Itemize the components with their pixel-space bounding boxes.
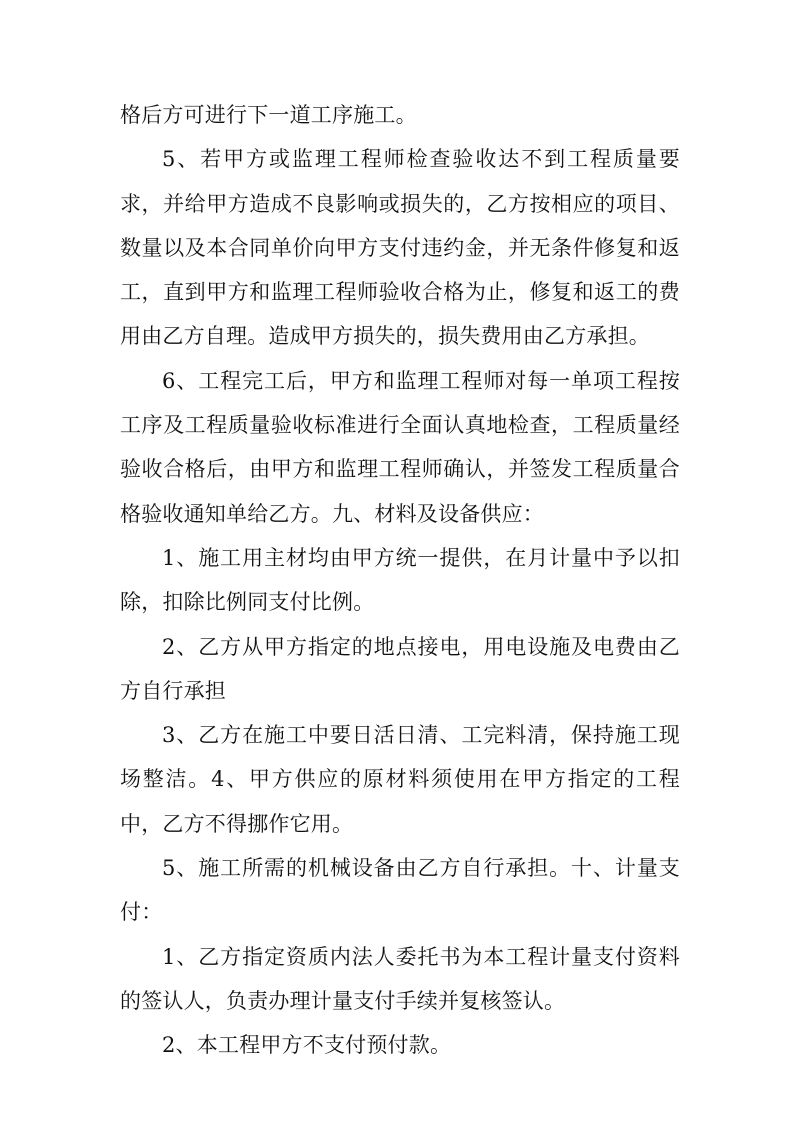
paragraph-clause-6-acceptance: 6、工程完工后，甲方和监理工程师对每一单项工程按工序及工程质量验收标准进行全面认真地检查，工程质量经验收合格后，由甲方和监理工程师确认，并签发工程质量合格验收通知单给乙方。九、材料及设备供应： [120, 368, 680, 526]
paragraph-materials-1: 1、施工用主材均由甲方统一提供，在月计量中予以扣除，扣除比例同支付比例。 [120, 545, 680, 615]
paragraph-continuation: 格后方可进行下一道工序施工。 [120, 103, 417, 127]
paragraph-materials-2: 2、乙方从甲方指定的地点接电，用电设施及电费由乙方自行承担 [120, 634, 680, 703]
paragraph-materials-5: 5、施工所需的机械设备由乙方自行承担。十、计量支付： [120, 856, 680, 925]
paragraph-materials-3-4: 3、乙方在施工中要日活日清、工完料清，保持施工现场整洁。4、甲方供应的原材料须使用在甲方指定的工程中，乙方不得挪作它用。 [120, 723, 680, 836]
paragraph-payment-2: 2、本工程甲方不支付预付款。 [162, 1033, 452, 1058]
paragraph-payment-1: 1、乙方指定资质内法人委托书为本工程计量支付资料的签认人，负责办理计量支付手续并复核签认。 [120, 944, 680, 1013]
document-body [120, 93, 680, 1068]
paragraph-clause-5-quality: 5、若甲方或监理工程师检查验收达不到工程质量要求，并给甲方造成不良影响或损失的，乙方按相应的项目、数量以及本合同单价向甲方支付违约金，并无条件修复和返工，直到甲方和监理工程师验收合格为止，修复和返工的费用由乙方自理。造成甲方损失的，损失费用由乙方承担。 [120, 147, 680, 349]
